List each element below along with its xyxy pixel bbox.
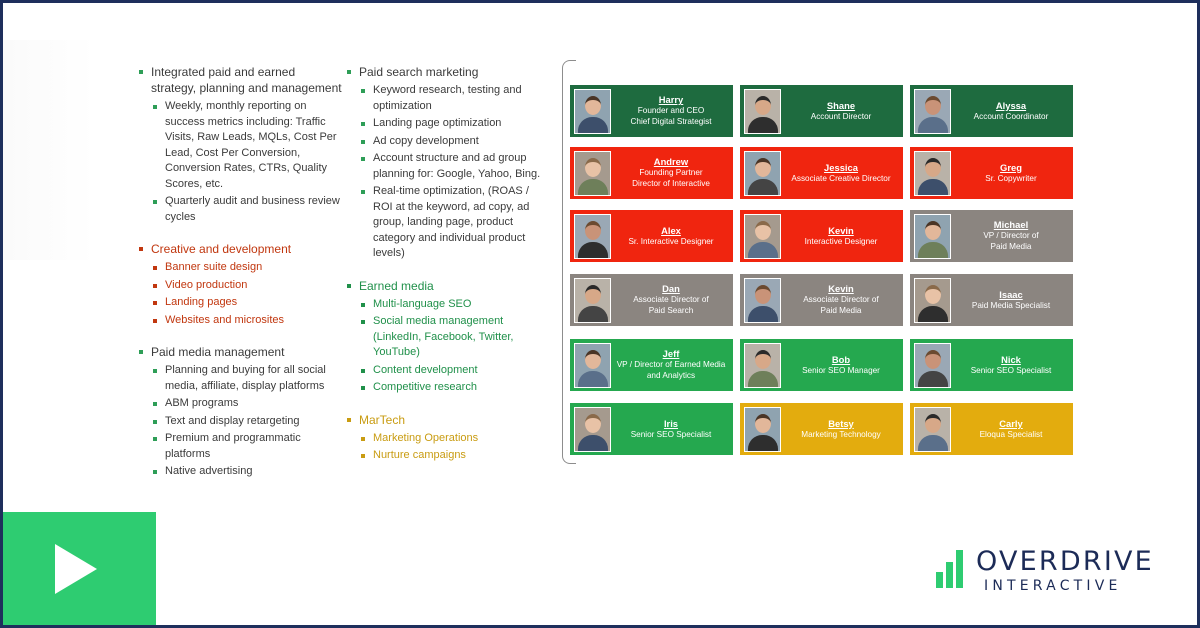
team-card-info	[951, 100, 1069, 123]
team-member-role: VP / Director of	[983, 231, 1039, 241]
team-member-role: and Analytics	[646, 371, 696, 380]
team-card-info	[781, 283, 899, 316]
team-member-role: Sr. Copywriter	[985, 173, 1037, 183]
service-item: Marketing Operations	[345, 431, 545, 447]
avatar	[574, 214, 611, 259]
avatar	[574, 343, 611, 388]
avatar	[574, 151, 611, 196]
team-member-role: Senior SEO Manager	[802, 365, 880, 375]
team-member-name: Dan	[662, 283, 680, 295]
avatar	[744, 278, 781, 323]
service-item: Keyword research, testing and optimization	[345, 83, 545, 114]
service-item: Ad copy development	[345, 134, 545, 150]
services-column-1	[137, 64, 342, 496]
team-member-name: Iris	[663, 417, 679, 429]
service-section-title: Creative and development	[137, 241, 342, 257]
team-card-greg	[910, 147, 1073, 199]
avatar	[914, 214, 951, 259]
team-card-jeff	[570, 339, 733, 391]
avatar	[914, 343, 951, 388]
play-button[interactable]	[3, 512, 156, 625]
team-member-role: Associate Creative Director	[791, 173, 891, 183]
team-member-role: Paid Media	[820, 306, 862, 315]
avatar	[914, 407, 951, 452]
team-card-kevin	[740, 210, 903, 262]
team-card-betsy	[740, 403, 903, 455]
team-member-name: Betsy	[828, 417, 854, 429]
team-member-role: Founder and CEO	[637, 106, 705, 116]
team-member-name: Bob	[831, 353, 851, 365]
team-card-info	[951, 289, 1069, 312]
team-card-info	[951, 219, 1069, 252]
team-member-role: Paid Media	[990, 242, 1032, 251]
team-member-name: Jeff	[662, 348, 680, 360]
team-member-name: Carly	[999, 417, 1023, 429]
service-section-title: Paid media management	[137, 344, 342, 360]
team-member-role: Interactive Designer	[804, 236, 878, 246]
team-member-name: Andrew	[653, 156, 689, 168]
team-member-role: Paid Media Specialist	[971, 300, 1051, 310]
team-member-name: Jessica	[824, 161, 858, 173]
service-item: Real-time optimization, (ROAS / ROI at the keyword, ad copy, ad group, landing page, product category and individual product levels)	[345, 184, 545, 262]
team-member-role: Sr. Interactive Designer	[628, 236, 714, 246]
team-card-info	[781, 162, 899, 185]
team-card-harry	[570, 85, 733, 137]
team-card-dan	[570, 274, 733, 326]
avatar	[914, 151, 951, 196]
team-card-alex	[570, 210, 733, 262]
service-section-title: MarTech	[345, 412, 545, 428]
team-member-role: Founding Partner	[639, 168, 703, 178]
avatar	[744, 151, 781, 196]
service-item: Premium and programmatic platforms	[137, 431, 342, 462]
service-item: Native advertising	[137, 464, 342, 480]
service-section-title: Earned media	[345, 278, 545, 294]
team-card-andrew	[570, 147, 733, 199]
team-card-info	[951, 162, 1069, 185]
avatar	[574, 407, 611, 452]
service-item: Landing page optimization	[345, 116, 545, 132]
team-member-name: Greg	[1000, 161, 1022, 173]
team-card-info	[611, 348, 729, 381]
team-card-michael	[910, 210, 1073, 262]
avatar	[744, 214, 781, 259]
bar-chart-logo-icon	[936, 550, 970, 588]
team-card-info	[611, 156, 729, 189]
service-section-title: Integrated paid and earned strategy, planning and management	[137, 64, 342, 96]
team-member-role: Associate Director of	[633, 295, 709, 305]
team-member-name: Alyssa	[995, 99, 1027, 111]
team-card-bob	[740, 339, 903, 391]
service-item: Nurture campaigns	[345, 448, 545, 464]
service-item: Quarterly audit and business review cycles	[137, 194, 342, 225]
logo-wordmark-bottom: INTERACTIVE	[984, 578, 1122, 594]
service-item: Content development	[345, 363, 545, 379]
team-member-role: Account Coordinator	[973, 111, 1049, 121]
team-member-role: Marketing Technology	[801, 429, 881, 439]
avatar	[914, 89, 951, 134]
team-member-role: VP / Director of Earned Media	[616, 360, 726, 370]
service-section	[345, 412, 545, 464]
service-item: Planning and buying for all social media, affiliate, display platforms	[137, 363, 342, 394]
team-card-info	[781, 225, 899, 248]
service-section	[137, 64, 342, 225]
services-column-2	[345, 64, 545, 480]
team-card-carly	[910, 403, 1073, 455]
service-item: Video production	[137, 278, 342, 294]
team-member-name: Kevin	[828, 224, 854, 236]
team-card-info	[781, 100, 899, 123]
service-section	[137, 241, 342, 328]
team-member-role: Senior SEO Specialist	[970, 365, 1052, 375]
team-card-info	[951, 418, 1069, 441]
avatar	[914, 278, 951, 323]
service-item: Multi-language SEO	[345, 297, 545, 313]
team-member-role: Chief Digital Strategist	[630, 117, 712, 126]
team-card-info	[611, 225, 729, 248]
service-section	[345, 278, 545, 396]
team-member-name: Shane	[826, 99, 856, 111]
avatar	[574, 278, 611, 323]
service-item: Banner suite design	[137, 260, 342, 276]
team-member-role: Senior SEO Specialist	[630, 429, 712, 439]
team-card-isaac	[910, 274, 1073, 326]
team-member-role: Account Director	[810, 111, 872, 121]
team-card-iris	[570, 403, 733, 455]
team-card-info	[611, 418, 729, 441]
avatar	[744, 343, 781, 388]
service-item: Weekly, monthly reporting on success metrics including: Traffic Visits, Raw Leads, MQLs, Cost Per Lead, Cost Per Conversion, Conversion Rates, CTRs, Quality Scores, etc.	[137, 99, 342, 192]
team-card-jessica	[740, 147, 903, 199]
service-section-title: Paid search marketing	[345, 64, 545, 80]
team-card-info	[781, 354, 899, 377]
left-shade	[3, 40, 95, 260]
overdrive-logo	[932, 546, 1172, 596]
avatar	[744, 89, 781, 134]
team-member-role: Associate Director of	[803, 295, 879, 305]
service-item: Account structure and ad group planning for: Google, Yahoo, Bing.	[345, 151, 545, 182]
service-item: Text and display retargeting	[137, 414, 342, 430]
team-card-info	[951, 354, 1069, 377]
team-member-name: Nick	[1001, 353, 1021, 365]
team-member-role: Director of Interactive	[632, 179, 710, 188]
team-card-kevin	[740, 274, 903, 326]
service-item: Social media management (LinkedIn, Facebook, Twitter, YouTube)	[345, 314, 545, 361]
team-member-name: Isaac	[999, 288, 1023, 300]
avatar	[744, 407, 781, 452]
team-member-role: Eloqua Specialist	[979, 429, 1043, 439]
team-member-name: Kevin	[828, 283, 854, 295]
team-card-nick	[910, 339, 1073, 391]
team-card-info	[611, 283, 729, 316]
team-card-info	[781, 418, 899, 441]
team-member-name: Harry	[658, 94, 684, 106]
team-card-shane	[740, 85, 903, 137]
team-card-alyssa	[910, 85, 1073, 137]
service-item: Competitive research	[345, 380, 545, 396]
service-item: Websites and microsites	[137, 313, 342, 329]
service-section	[137, 344, 342, 480]
service-item: Landing pages	[137, 295, 342, 311]
team-member-name: Alex	[661, 224, 681, 236]
play-triangle-icon	[55, 544, 97, 594]
team-member-name: Michael	[993, 219, 1029, 231]
team-card-info	[611, 94, 729, 127]
service-item: ABM programs	[137, 396, 342, 412]
avatar	[574, 89, 611, 134]
team-member-role: Paid Search	[648, 306, 694, 315]
service-section	[345, 64, 545, 262]
logo-wordmark-top: OVERDRIVE	[976, 546, 1154, 577]
